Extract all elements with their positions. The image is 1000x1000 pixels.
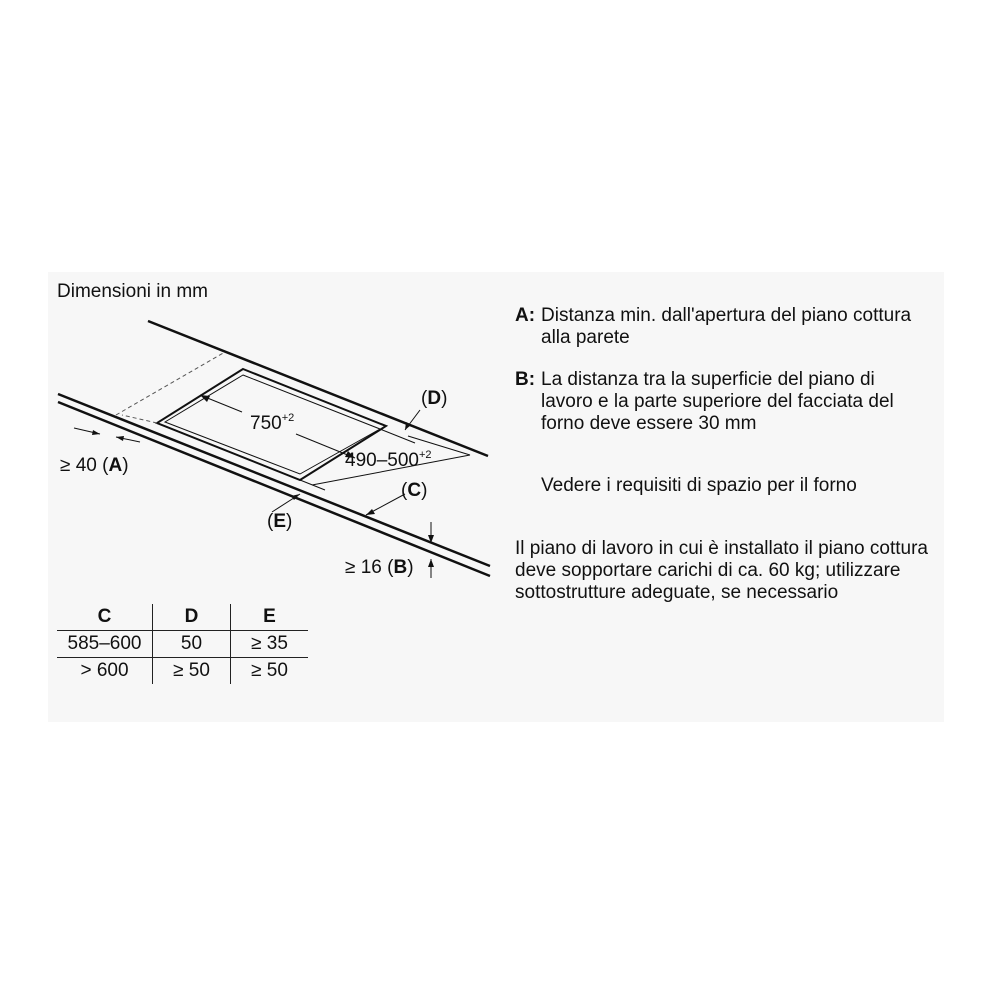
table-header-row [57,604,308,631]
c-label: (C) [401,480,428,501]
table-cell: > 600 [80,660,129,681]
e-label: (E) [267,511,293,532]
table-header: C [57,604,153,631]
legend-text-b: La distanza tra la superficie del piano di lavoro e la parte superiore del facciata del forno deve essere 30 mm [541,369,894,434]
e-dimension [272,494,300,512]
table-cell: ≥ 35 [231,631,309,658]
a-label: ≥ 40 (A) [60,455,129,476]
dimensions-title: Dimensioni in mm [57,281,208,302]
table-cell: 585–600 [57,631,153,658]
table-cell: ≥ 50 [231,658,309,685]
table-row [57,631,308,658]
b-label: ≥ 16 (B) [345,557,414,578]
b-dimension [428,522,434,578]
width-label: $750^{+2}$ [250,412,295,434]
legend-text-a: Distanza min. dall'apertura del piano cottura alla parete [541,305,912,348]
legend-item-b [515,369,935,435]
table-header: D [153,604,231,631]
legend-key-b: B: [515,369,536,390]
c-dimension [366,494,405,515]
dimensions-table [57,604,308,684]
projection-line [116,352,225,415]
table-cell: 50 [153,631,231,658]
table-header: E [231,604,309,631]
depth-label: $490-500^{+2}$ [345,449,432,471]
table-row [57,658,308,685]
table-cell: ≥ 50 [153,658,231,685]
load-note: Il piano di lavoro in cui è installato il piano cottura deve sopportare carichi di ca. 60 kg; utilizzare sottostrutture adeguate, se necessario [515,538,928,603]
d-label: (D) [421,388,448,409]
legend-key-a: A: [515,305,536,326]
legend-item-a [515,305,915,349]
oven-note: Vedere i requisiti di spazio per il forno [541,475,857,496]
